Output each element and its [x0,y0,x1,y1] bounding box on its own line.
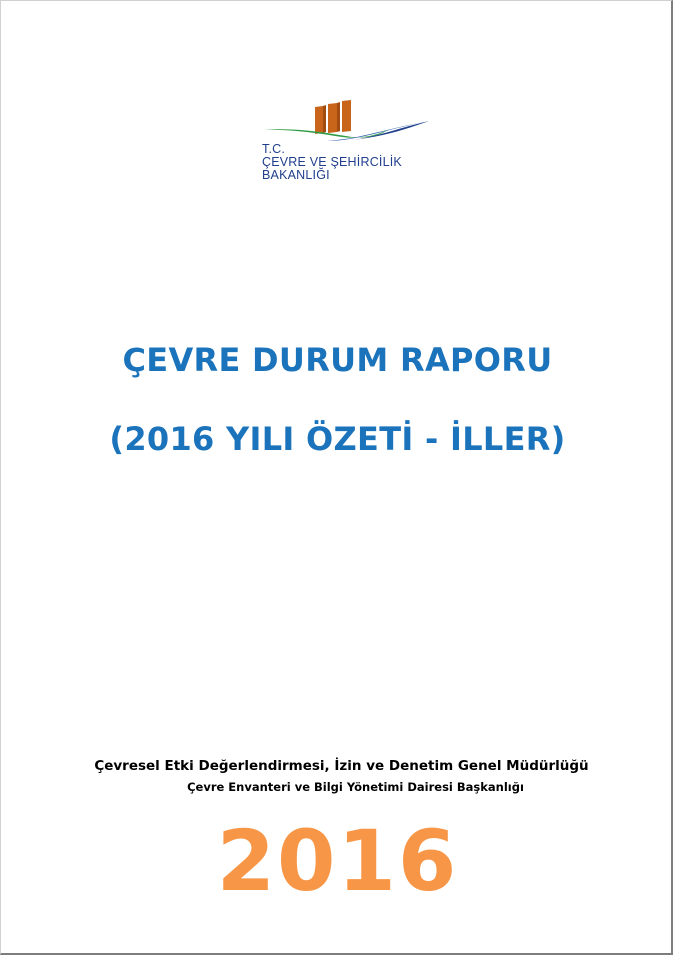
logo-emblem-icon [257,99,437,143]
logo-line-bakanligi: BAKANLIĞI [262,168,330,182]
logo-line-tc: T.C. [262,142,286,156]
report-subtitle: (2016 YILI ÖZETİ - İLLER) [109,420,566,458]
department-name: Çevre Envanteri ve Bilgi Yönetimi Dairesi Başkanlığı [187,780,524,794]
logo-text [262,143,402,182]
general-directorate: Çevresel Etki Değerlendirmesi, İzin ve Denetim Genel Müdürlüğü [94,758,589,774]
report-title: ÇEVRE DURUM RAPORU [122,341,553,379]
ministry-logo [257,99,437,189]
report-year: 2016 [216,812,459,910]
logo-line-ministry-name: ÇEVRE VE ŞEHİRCİLİK [262,155,402,169]
